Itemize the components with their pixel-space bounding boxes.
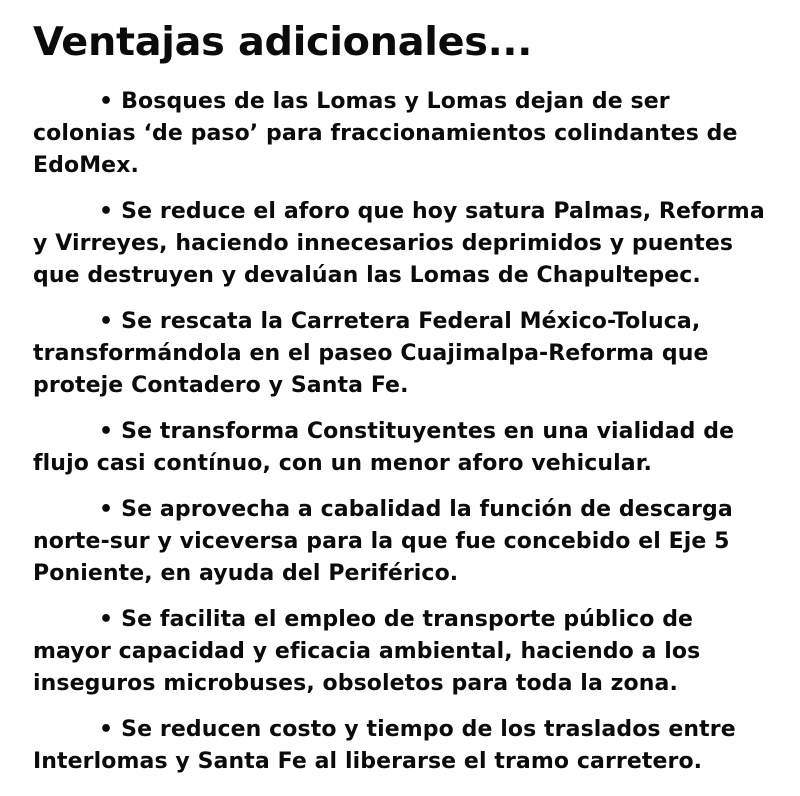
list-item: [33, 306, 770, 402]
list-item: [33, 494, 770, 590]
list-item-text: Bosques de las Lomas y Lomas dejan de ser colonias ‘de paso’ para fraccionamientos colindantes de EdoMex.: [33, 89, 738, 178]
page-title: Ventajas adicionales...: [33, 20, 533, 65]
bullet-icon: •: [99, 717, 114, 742]
list-item: [33, 604, 770, 700]
list-item: [33, 714, 770, 778]
list-item: [33, 86, 770, 182]
bullet-icon: •: [99, 497, 114, 522]
bullet-icon: •: [99, 607, 114, 632]
bullet-icon: •: [99, 199, 114, 224]
list-item-text: Se rescata la Carretera Federal México-Toluca, transformándola en el paseo Cuajimalpa-Reforma que proteje Contadero y Santa Fe.: [33, 309, 709, 398]
list-item-text: Se aprovecha a cabalidad la función de descarga norte-sur y viceversa para la que fue concebido el Eje 5 Poniente, en ayuda del Periférico.: [33, 497, 733, 586]
list-item-text: Se reduce el aforo que hoy satura Palmas, Reforma y Virreyes, haciendo innecesarios deprimidos y puentes que destruyen y devalúan las Lomas de Chapultepec.: [33, 199, 765, 288]
bullet-icon: •: [99, 419, 114, 444]
bullet-icon: •: [99, 309, 114, 334]
bullet-icon: •: [99, 89, 114, 114]
list-item: [33, 416, 770, 480]
list-item-text: Se reducen costo y tiempo de los traslados entre Interlomas y Santa Fe al liberarse el tramo carretero.: [33, 717, 736, 774]
list-item: [33, 196, 770, 292]
advantages-list: [33, 86, 770, 778]
list-item-text: Se facilita el empleo de transporte público de mayor capacidad y eficacia ambiental, haciendo a los inseguros microbuses, obsoletos para toda la zona.: [33, 607, 701, 696]
list-item-text: Se transforma Constituyentes en una vialidad de flujo casi contínuo, con un menor aforo vehicular.: [33, 419, 735, 476]
